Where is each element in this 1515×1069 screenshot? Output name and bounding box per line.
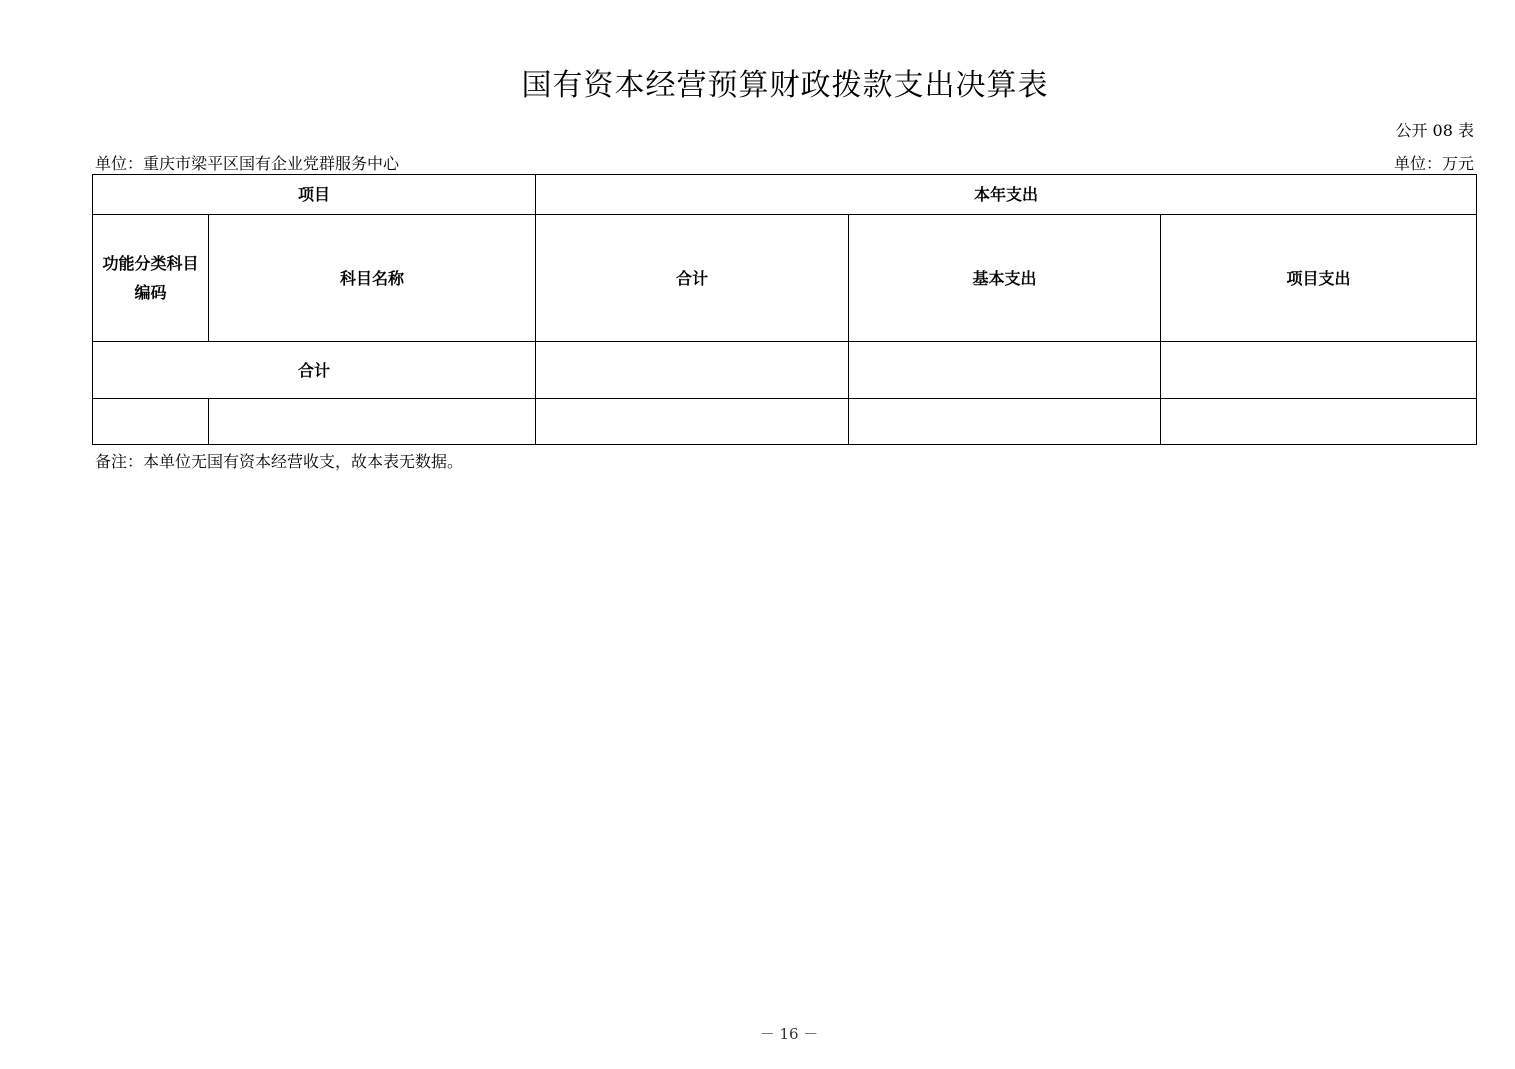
row-basic xyxy=(849,399,1161,445)
header-function-code-line2: 编码 xyxy=(134,283,167,302)
budget-table xyxy=(92,174,1477,445)
row-code xyxy=(93,399,209,445)
header-function-code-line1: 功能分类科目 xyxy=(102,254,199,273)
row-total xyxy=(536,399,849,445)
total-row-label: 合计 xyxy=(93,342,536,399)
remark-note: 备注：本单位无国有资本经营收支，故本表无数据。 xyxy=(95,452,464,471)
page-number: － 16 － xyxy=(759,1025,819,1043)
row-name xyxy=(209,399,536,445)
header-total: 合计 xyxy=(536,215,849,342)
header-basic-expense: 基本支出 xyxy=(849,215,1161,342)
table-row xyxy=(93,399,1477,445)
unit-organization: 单位：重庆市梁平区国有企业党群服务中心 xyxy=(95,154,400,173)
total-row-basic xyxy=(849,342,1161,399)
header-row-1 xyxy=(93,175,1477,215)
form-code: 公开 08 表 xyxy=(1395,121,1474,140)
total-row-project xyxy=(1161,342,1477,399)
header-function-code xyxy=(93,215,209,342)
header-project-expense: 项目支出 xyxy=(1161,215,1477,342)
header-current-year-expense: 本年支出 xyxy=(536,175,1477,215)
total-row xyxy=(93,342,1477,399)
header-project: 项目 xyxy=(93,175,536,215)
document-title: 国有资本经营预算财政拨款支出决算表 xyxy=(521,68,1049,103)
header-subject-name: 科目名称 xyxy=(209,215,536,342)
header-row-2 xyxy=(93,215,1477,342)
row-project xyxy=(1161,399,1477,445)
total-row-total xyxy=(536,342,849,399)
unit-currency: 单位：万元 xyxy=(1393,154,1474,173)
